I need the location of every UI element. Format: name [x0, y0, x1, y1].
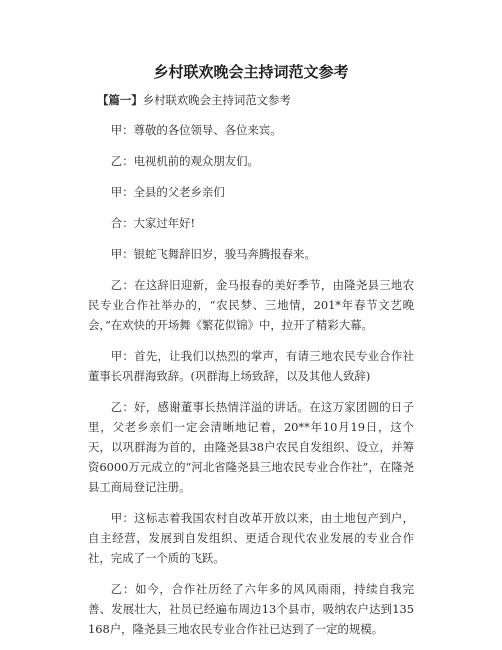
paragraph: 甲：银蛇飞舞辞旧岁，骏马奔腾报春来。	[110, 247, 316, 261]
section-title: 乡村联欢晚会主持词范文参考	[142, 93, 291, 107]
paragraph: 合：大家过年好!	[110, 216, 196, 230]
section-label: 【篇一】	[97, 93, 143, 107]
paragraph: 乙：好，感谢董事长热情洋溢的讲话。在这万家团圆的日子里，父老乡亲们一定会清晰地记着，20**年10月19日，这个天，以巩群海为首的，由隆尧县38户农民自发组织、设立，并筹资6000万元成立的“河北省隆尧县三地农民专业合作社”，在隆尧县工商局登记注册。	[88, 400, 414, 494]
paragraph: 乙：如今，合作社历经了六年多的风风雨雨，持续自我完善、发展壮大，社员已经遍布周边13个县市，吸纳农户达到135168户，隆尧县三地农民专业合作社已达到了一定的规模。	[88, 582, 414, 636]
section-heading	[88, 90, 414, 110]
paragraph: 甲：首先，让我们以热烈的掌声，有请三地农民专业合作社董事长巩群海致辞。(巩群海上场致辞，以及其他人致辞)	[88, 349, 414, 383]
document-title: 乡村联欢晚会主持词范文参考	[153, 63, 349, 81]
paragraph: 甲：全县的父老乡亲们	[110, 185, 225, 199]
paragraph: 甲：尊敬的各位领导、各位来宾。	[110, 123, 282, 137]
document-body	[88, 90, 414, 650]
paragraph: 乙：电视机前的观众朋友们。	[110, 154, 259, 168]
paragraph: 甲：这标志着我国农村自改革开放以来，由土地包产到户，自主经营，发展到自发组织、更适合现代农业发展的专业合作社，完成了一个质的飞跃。	[88, 511, 414, 565]
paragraph: 乙：在这辞旧迎新，金马报春的美好季节，由隆尧县三地农民专业合作社举办的，“农民梦、三地情，201*年春节文艺晚会，”在欢快的开场舞《繁花似锦》中，拉开了精彩大幕。	[88, 278, 414, 332]
